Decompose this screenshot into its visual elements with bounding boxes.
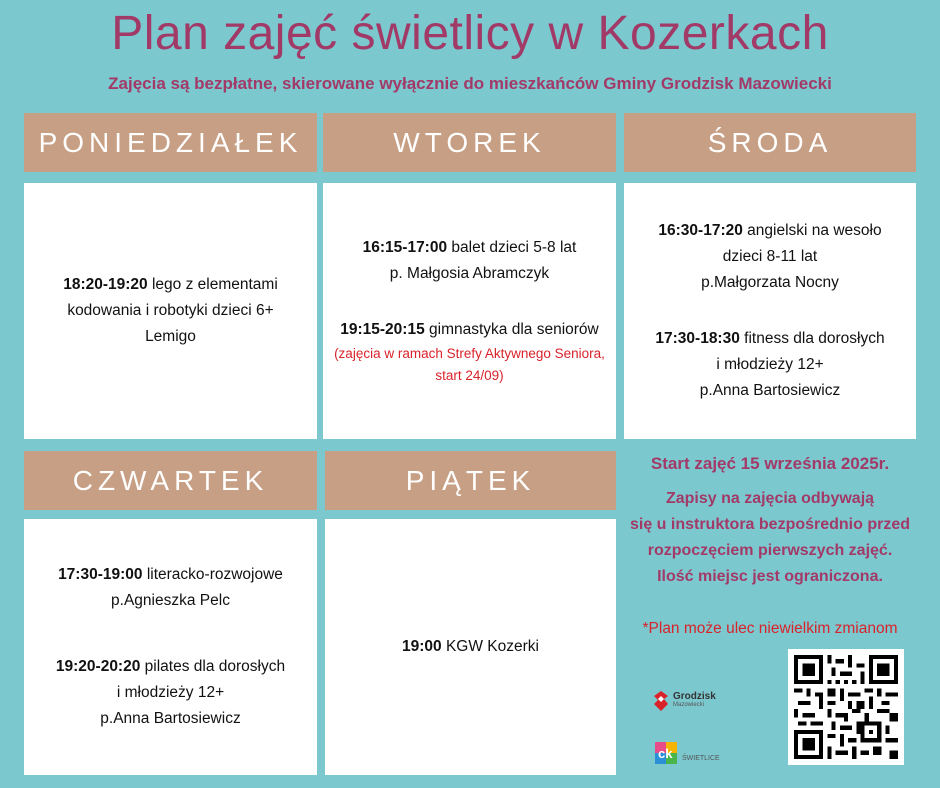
day-header-monday: PONIEDZIAŁEK <box>24 113 317 172</box>
start-date-text: Start zajęć 15 września 2025r. <box>650 454 890 473</box>
day-box-monday <box>24 183 317 439</box>
signup-info <box>624 486 916 590</box>
entry-time: 19:20-20:20 <box>55 658 141 675</box>
signup-line: rozpoczęciem pierwszych zajęć. <box>647 542 893 559</box>
schedule-entry <box>402 634 539 660</box>
entry-line: p.Małgorzata Nocny <box>701 274 839 291</box>
page-subtitle: Zajęcia są bezpłatne, skierowane wyłącznie do mieszkańców Gminy Grodzisk Mazowiecki <box>108 74 832 93</box>
day-box-friday <box>325 519 616 775</box>
entry-line: p.Anna Bartosiewicz <box>699 382 841 399</box>
day-header-tuesday: WTOREK <box>323 113 616 172</box>
entry-line: fitness dla dorosłych <box>739 330 885 347</box>
schedule-entry <box>658 218 881 296</box>
swietlice-logo-label: ŚWIETLICE <box>682 755 720 762</box>
day-header-wednesday: ŚRODA <box>624 113 916 172</box>
entry-line: p.Agnieszka Pelc <box>111 592 230 609</box>
svg-text:ck: ck <box>658 746 673 761</box>
entry-line: angielski na wesoło <box>742 222 882 239</box>
schedule-entry <box>63 272 278 350</box>
entry-line: i młodzieży 12+ <box>716 356 824 373</box>
entry-line: balet dzieci 5-8 lat <box>447 239 577 256</box>
schedule-entry <box>58 562 283 614</box>
entry-line: kodowania i robotyki dzieci 6+ <box>67 302 274 319</box>
grodzisk-logo-sub: Mazowiecki <box>673 702 705 708</box>
entry-line: pilates dla dorosłych <box>140 658 286 675</box>
entry-note: (zajęcia w ramach Strefy Aktywnego Seniora, <box>334 346 605 361</box>
entry-line: Lemigo <box>145 328 196 345</box>
schedule-entry <box>334 317 605 387</box>
entry-time: 17:30-19:00 <box>58 566 143 583</box>
qr-code-icon <box>794 655 898 759</box>
schedule-entry <box>363 235 577 287</box>
grodzisk-logo-name: Grodzisk <box>673 691 716 702</box>
signup-line: się u instruktora bezpośrednio przed <box>629 516 911 533</box>
swietlice-logo <box>655 738 735 764</box>
page-title: Plan zajęć świetlicy w Kozerkach <box>111 7 829 60</box>
entry-time: 18:20-19:20 <box>63 276 148 293</box>
entry-time: 16:15-17:00 <box>362 239 448 256</box>
day-box-tuesday <box>323 183 616 439</box>
schedule-entry <box>56 654 285 732</box>
entry-line: p.Anna Bartosiewicz <box>100 710 241 727</box>
schedule-entry <box>655 326 884 404</box>
entry-time: 16:30-17:20 <box>658 222 743 239</box>
grodzisk-logo <box>652 688 732 714</box>
entry-line: literacko-rozwojowe <box>142 566 283 583</box>
entry-line: gimnastyka dla seniorów <box>424 321 599 338</box>
entry-line: lego z elementami <box>147 276 278 293</box>
signup-line: Zapisy na zajęcia odbywają <box>665 490 875 507</box>
entry-time: 19:00 <box>402 638 442 655</box>
entry-line: KGW Kozerki <box>441 638 539 655</box>
entry-line: i młodzieży 12+ <box>116 684 225 701</box>
day-header-friday: PIĄTEK <box>325 451 616 510</box>
day-box-wednesday <box>624 183 916 439</box>
swietlice-mark-icon <box>655 740 679 764</box>
qr-code[interactable] <box>788 649 904 765</box>
grodzisk-mark-icon <box>652 690 670 712</box>
signup-line: Ilość miejsc jest ograniczona. <box>657 568 883 585</box>
change-note: *Plan może ulec niewielkim zmianom <box>642 620 898 637</box>
day-box-thursday <box>24 519 317 775</box>
entry-note: start 24/09) <box>435 368 504 383</box>
entry-line: dzieci 8-11 lat <box>722 248 818 265</box>
entry-time: 17:30-18:30 <box>655 330 740 347</box>
entry-time: 19:15-20:15 <box>340 321 425 338</box>
day-header-thursday: CZWARTEK <box>24 451 317 510</box>
entry-line: p. Małgosia Abramczyk <box>389 265 550 282</box>
